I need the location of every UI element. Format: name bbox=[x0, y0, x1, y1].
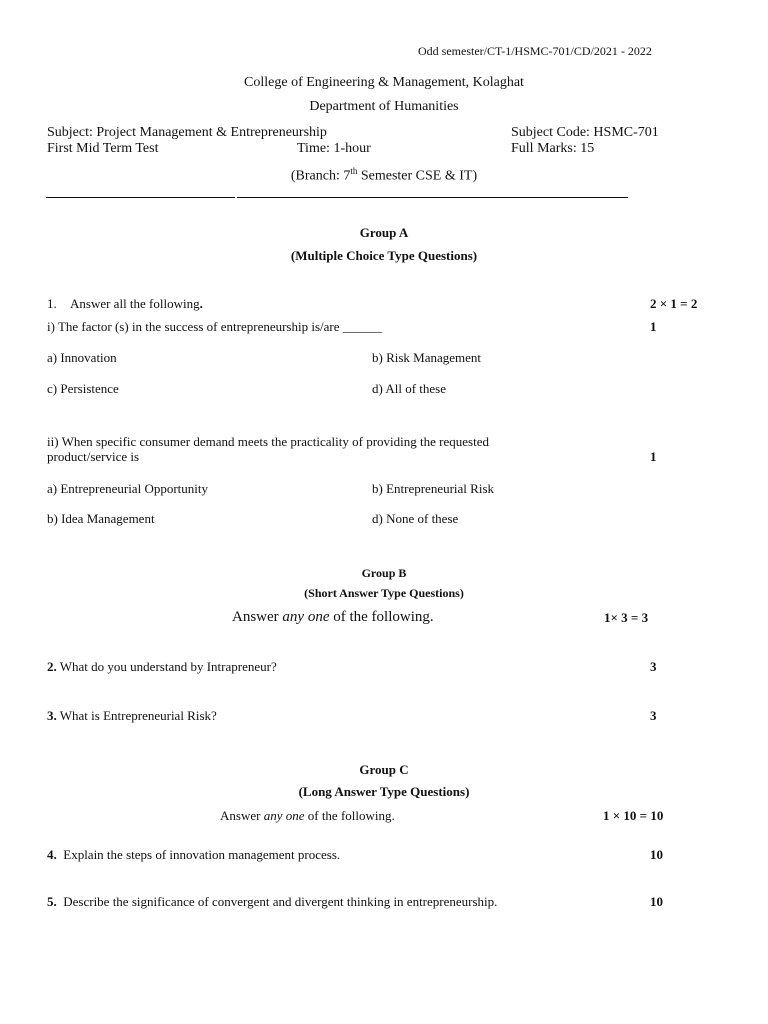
option-text: d) None of these bbox=[372, 511, 459, 526]
question-3-marks: 3 bbox=[650, 708, 657, 723]
question-2-marks: 3 bbox=[650, 659, 657, 674]
question-1i-text: i) The factor (s) in the success of entrepreneurship is/are ______ bbox=[47, 319, 382, 334]
group-b-instruction: Answer any one of the following. bbox=[232, 609, 434, 625]
test-name: First Mid Term Test bbox=[47, 141, 159, 156]
group-c-instruction: Answer any one of the following. bbox=[220, 808, 395, 823]
question-4: 4. Explain the steps of innovation management process. bbox=[47, 847, 341, 862]
full-marks: Full Marks: 15 bbox=[511, 141, 595, 156]
question-1ii-marks: 1 bbox=[650, 449, 657, 464]
document-code: Odd semester/CT-1/HSMC-701/CD/2021 - 2022 bbox=[418, 44, 652, 58]
department-name: Department of Humanities bbox=[309, 99, 459, 114]
group-c-marks: 1 × 10 = 10 bbox=[603, 808, 664, 823]
subject-code: Subject Code: HSMC-701 bbox=[511, 125, 659, 140]
group-a-title: Group A bbox=[359, 225, 409, 240]
group-c-subtitle: (Long Answer Type Questions) bbox=[298, 784, 470, 799]
header-divider-left bbox=[46, 197, 235, 198]
branch-line: (Branch: 7th Semester CSE & IT) bbox=[290, 166, 478, 184]
question-1ii-text-continued: product/service is bbox=[47, 449, 140, 464]
question-1-marks: 2 × 1 = 2 bbox=[650, 296, 698, 311]
question-1ii-text: ii) When specific consumer demand meets the practicality of providing the requested bbox=[47, 434, 489, 449]
option-text: b) Risk Management bbox=[372, 350, 482, 365]
option-text: a) Innovation bbox=[47, 350, 117, 365]
option-text: b) Idea Management bbox=[47, 511, 155, 526]
question-1-number: 1. bbox=[47, 296, 57, 311]
option-text: c) Persistence bbox=[47, 381, 119, 396]
group-b-marks: 1× 3 = 3 bbox=[604, 610, 649, 625]
group-b-title: Group B bbox=[361, 566, 407, 580]
group-a-subtitle: (Multiple Choice Type Questions) bbox=[290, 248, 478, 263]
question-3: 3. What is Entrepreneurial Risk? bbox=[47, 708, 217, 723]
group-b-subtitle: (Short Answer Type Questions) bbox=[304, 586, 464, 600]
test-time: Time: 1-hour bbox=[297, 141, 371, 156]
college-name: College of Engineering & Management, Kolaghat bbox=[244, 75, 524, 90]
option-text: d) All of these bbox=[372, 381, 447, 396]
subject-name: Subject: Project Management & Entrepreneurship bbox=[47, 125, 327, 140]
question-1-text: Answer all the following. bbox=[70, 296, 203, 311]
question-2: 2. What do you understand by Intrapreneur? bbox=[47, 659, 277, 674]
header-divider-right bbox=[237, 197, 628, 198]
option-text: a) Entrepreneurial Opportunity bbox=[47, 481, 208, 496]
question-4-marks: 10 bbox=[650, 847, 663, 862]
question-5: 5. Describe the significance of convergent and divergent thinking in entrepreneurship. bbox=[47, 894, 498, 909]
group-c-title: Group C bbox=[359, 762, 409, 777]
option-text: b) Entrepreneurial Risk bbox=[372, 481, 495, 496]
question-5-marks: 10 bbox=[650, 894, 663, 909]
question-1i-marks: 1 bbox=[650, 319, 657, 334]
